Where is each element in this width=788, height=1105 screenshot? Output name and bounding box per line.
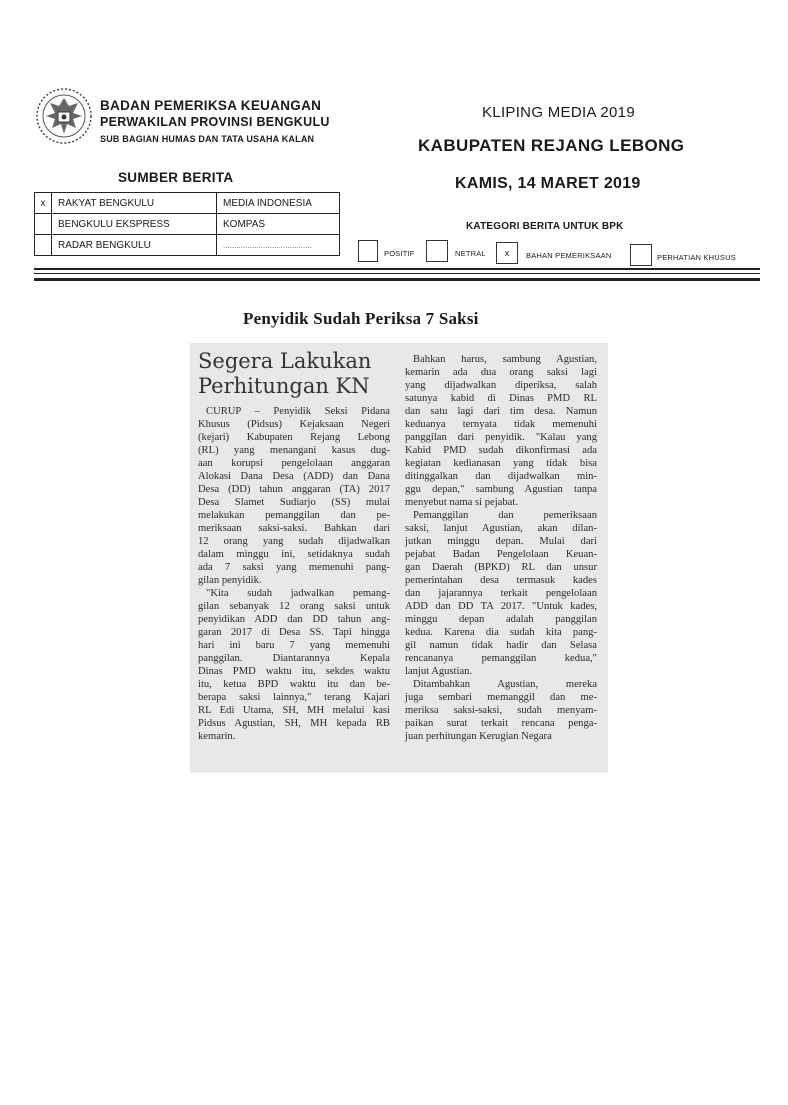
header-divider [34,278,760,281]
article-text-line: Dinas PMD waktu itu, sekdes waktu [198,666,390,677]
article-column-right [405,353,597,743]
article-text-line: Pemanggilan dan pemeriksaan [413,510,597,521]
article-text-line: (RL) yang menangani kasus dug- [198,445,390,456]
article-text-line: berapa saksi lainnya," terang Kajari [198,692,390,703]
article-text-line: panggilan dari penyidik. "Kalau yang [405,432,597,443]
article-text-line: dan satu lagi dari tim desa. Namun [405,406,597,417]
clipping-headline: Penyidik Sudah Periksa 7 Saksi [243,309,479,328]
article-text-line: Pidsus Agustian, SH, MH kepada RB [198,718,390,729]
article-text-line: Desa (DD) tahun anggaran (TA) 2017 [198,484,390,495]
article-text-line: dan jajarannya terkait pengelolaan [405,588,597,599]
article-text-line: Ditambahkan Agustian, mereka [413,679,597,690]
org-name: BADAN PEMERIKSA KEUANGAN [100,98,322,113]
article-text-line: Desa Slamet Sudiarjo (SS) mulai [198,497,390,508]
article-text-line: melakukan pemanggilan dan pe- [198,510,390,521]
article-text-line: panggilan. Diantarannya Kepala [198,653,390,664]
sumber-berita-table [34,192,340,256]
article-title-line: Segera Lakukan [198,349,372,373]
category-checkbox-positif [358,240,378,262]
article-text-line: pejabat Badan Pengelolaan Keuan- [405,549,597,560]
source-name: RADAR BENGKULU [52,235,217,256]
article-text-line: (kejari) Kabupaten Rejang Lebong [198,432,390,443]
source-name: BENGKULU EKSPRESS [52,214,217,235]
article-text-line: ditinggalkan dan dijadwalkan min- [405,471,597,482]
article-text-line: lanjut Agustian. [405,666,473,677]
article-text-line: gilan sebanyak 12 orang saksi untuk [198,601,390,612]
article-text-line: ggu depan," sambung Agustian tanpa [405,484,597,495]
source-mark: x [35,193,52,214]
date-title: KAMIS, 14 MARET 2019 [455,175,641,192]
article-text-line: kedua. Karena dia sudah kita pang- [405,627,597,638]
category-mark: x [504,248,510,258]
article-text-line: juan perhitungan Kerugian Negara [405,731,552,742]
header-divider [34,268,760,270]
article-text-line: 12 orang yang sudah dijadwalkan [198,536,390,547]
article-text-line: pemerintahan desa termasuk kades [405,575,597,586]
article-title-line: Perhitungan KN [198,374,370,398]
sumber-berita-title: SUMBER BERITA [118,170,234,185]
article-text-line: aan korupsi pengelolaan anggaran [198,458,390,469]
article-text-line: gil namun tidak hadir dan Selasa [405,640,597,651]
article-text-line: penyidikan ADD dan DD tahun ang- [198,614,390,625]
org-subdivision: SUB BAGIAN HUMAS DAN TATA USAHA KALAN [100,134,315,144]
article-text-line: garan 2017 di Desa SS. Tapi hingga [198,627,390,638]
article-text-line: satunya kabid di Dinas PMD RL [405,393,597,404]
table-row [35,235,340,256]
article-text-line: Bahkan harus, sambung Agustian, [413,354,597,365]
article-title [198,349,371,399]
article-text-line: hari ini baru 7 yang memenuhi [198,640,390,651]
article-text-line: meriksa saksi-saksi, sudah menyam- [405,705,597,716]
article-text-line: keduanya ternyata tidak memenuhi [405,419,597,430]
org-branch: PERWAKILAN PROVINSI BENGKULU [100,115,330,129]
article-column-left [198,405,390,743]
category-label: PERHATIAN KHUSUS [657,253,736,262]
article-text-line: kemarin ada dua orang saksi lagi [405,367,597,378]
category-checkbox-bahan-pemeriksaan [496,242,518,264]
table-row [35,193,340,214]
newspaper-clipping [190,343,608,773]
category-checkbox-netral [426,240,448,262]
source-name: MEDIA INDONESIA [217,193,340,214]
article-text-line: RL Edi Utama, SH, MH melalui kasi [198,705,390,716]
article-text-line: kemarin. [198,731,236,742]
article-text-line: "Kita sudah jadwalkan pemang- [206,588,390,599]
article-text-line: menyebut nama si pejabat. [405,497,518,508]
article-text-line: Khusus (Pidsus) Kejaksaan Negeri [198,419,390,430]
article-text-line: CURUP – Penyidik Seksi Pidana [206,406,390,417]
article-text-line: saksi, lanjut Agustian, akan dilan- [405,523,597,534]
category-label: NETRAL [455,249,486,258]
garuda-emblem-icon [34,86,94,146]
header-divider [34,273,760,274]
table-row [35,214,340,235]
article-text-line: jutkan minggu depan. Mulai dari [405,536,597,547]
source-name: KOMPAS [217,214,340,235]
article-text-line: Kabid PMD sudah dikonfirmasi ada [405,445,597,456]
kliping-title: KLIPING MEDIA 2019 [482,104,635,121]
article-text-line: juga sembari memanggil dan me- [405,692,597,703]
article-text-line: meriksaan saksi-saksi. Bahkan dari [198,523,390,534]
article-text-line: minggu depan adalah panggilan [405,614,597,625]
article-text-line: rencananya pemanggilan kedua," [405,653,597,664]
article-text-line: kegiatan kedianasan yang tidak bisa [405,458,597,469]
article-text-line: itu, ketua BPD waktu itu dan be- [198,679,390,690]
article-text-line: ADD dan DD TA 2017. "Untuk kades, [405,601,597,612]
kategori-title: KATEGORI BERITA UNTUK BPK [466,221,624,232]
article-text-line: paikan surat terkait rencana penga- [405,718,597,729]
article-text-line: gan Daerah (BPKD) RL dan unsur [405,562,597,573]
kabupaten-title: KABUPATEN REJANG LEBONG [418,136,685,155]
category-label: BAHAN PEMERIKSAAN [526,251,612,260]
source-name: RAKYAT BENGKULU [52,193,217,214]
article-text-line: Alokasi Dana Desa (ADD) dan Dana [198,471,390,482]
category-checkbox-perhatian-khusus [630,244,652,266]
article-text-line: yang dijadwalkan diperiksa, salah [405,380,597,391]
source-mark [35,214,52,235]
source-mark [35,235,52,256]
article-text-line: ada 7 saksi yang memenuhi pang- [198,562,390,573]
article-text-line: dalam minggu ini, setidaknya sudah [198,549,390,560]
article-text-line: gilan penyidik. [198,575,262,586]
source-name: ........................................ [217,235,340,256]
category-label: POSITIF [384,249,415,258]
